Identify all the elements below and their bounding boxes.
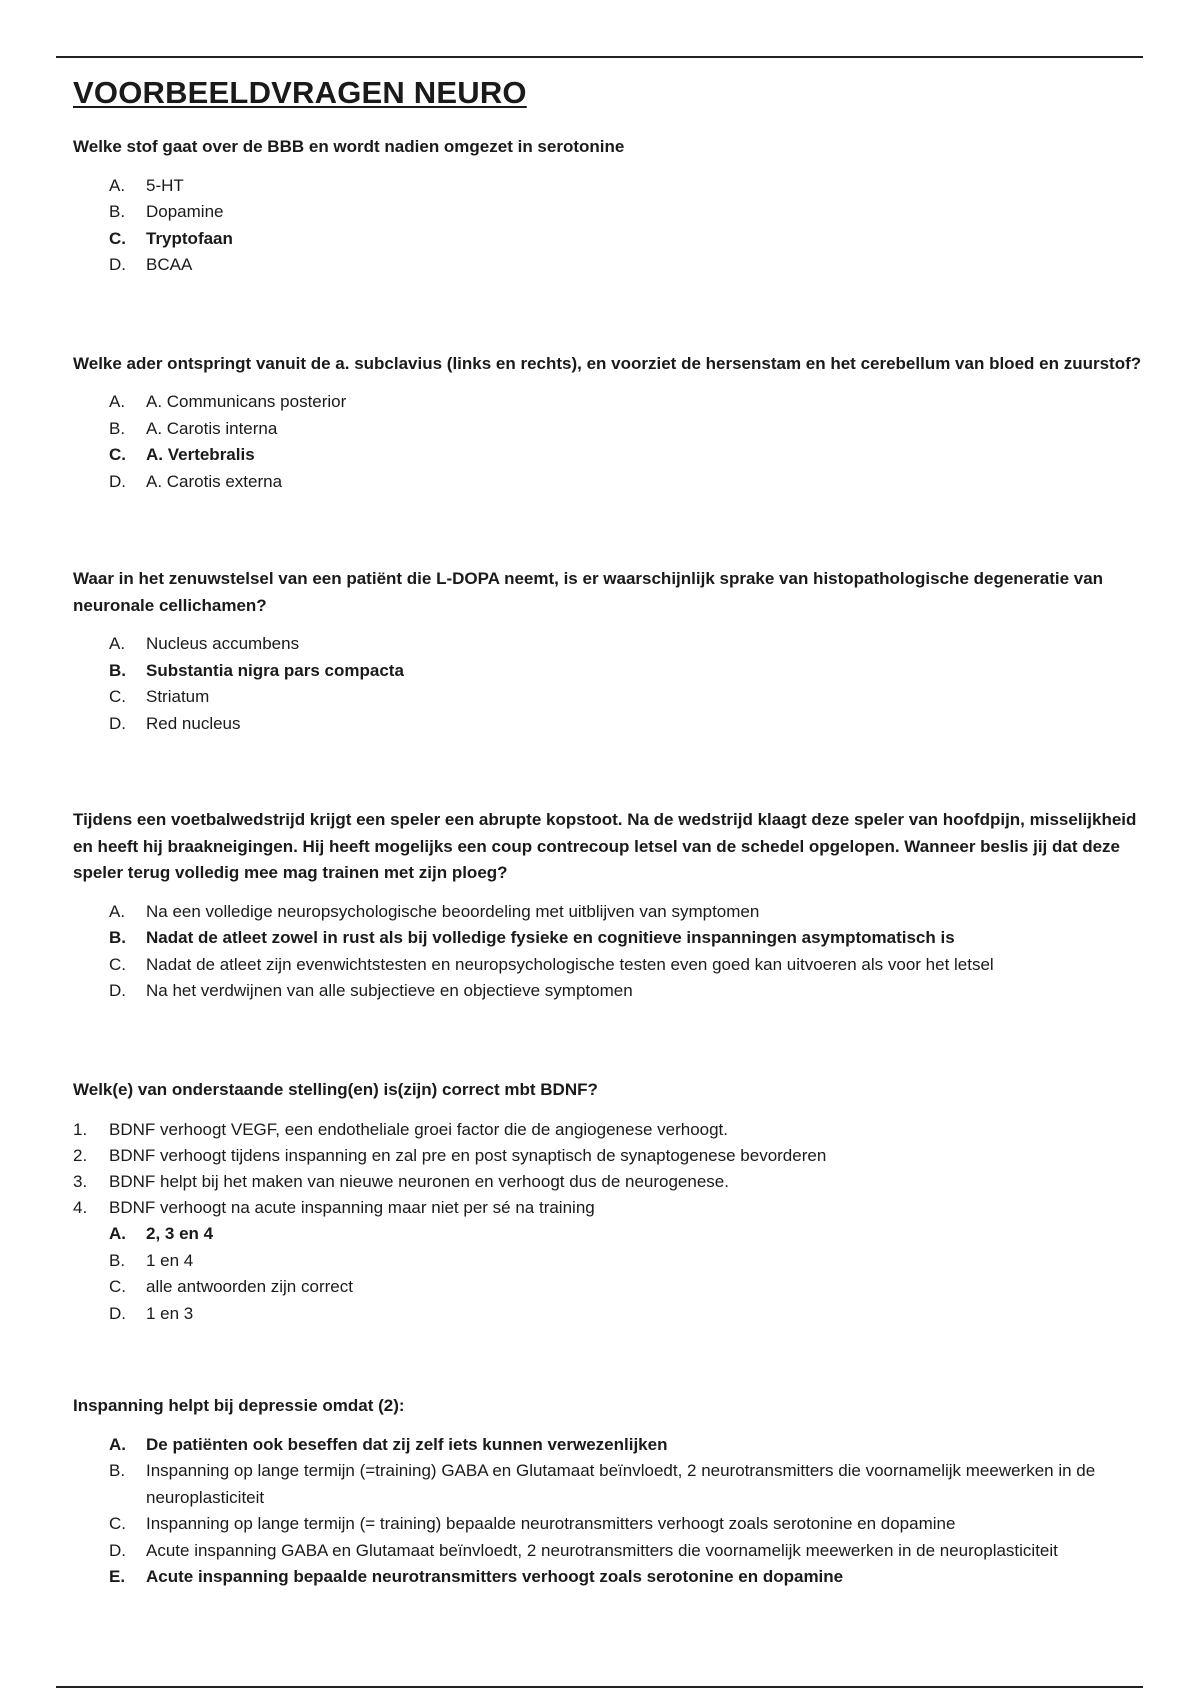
answer-list	[73, 389, 1143, 495]
answer-option	[73, 389, 1143, 416]
answer-option	[73, 416, 1143, 443]
answer-letter: D.	[109, 255, 126, 274]
answer-letter: B.	[109, 418, 126, 438]
question-3	[73, 566, 1143, 737]
answer-letter: D.	[109, 1540, 126, 1560]
answer-list	[73, 899, 1143, 1005]
answer-letter: D.	[109, 713, 126, 733]
answer-text: Dopamine	[146, 202, 224, 221]
question-text: Waar in het zenuwstelsel van een patiënt die L-DOPA neemt, is er waarschijnlijk sprake van histopathologische degeneratie van neuronale cellichamen?	[73, 569, 1104, 615]
answer-text: Tryptofaan	[146, 228, 233, 248]
answer-letter: B.	[109, 1461, 126, 1480]
answer-option	[73, 899, 1143, 926]
answer-letter: E.	[109, 1567, 126, 1586]
statement-text: BDNF helpt bij het maken van nieuwe neuronen en verhoogt dus de neurogenese.	[109, 1172, 729, 1191]
spacer	[73, 737, 1143, 807]
question-5	[73, 1077, 1143, 1328]
statement-text: BDNF verhoogt tijdens inspanning en zal pre en post synaptisch de synaptogenese bevorderen	[109, 1146, 827, 1165]
answer-text: Striatum	[146, 687, 210, 706]
statement-item	[73, 1117, 1143, 1143]
answer-text: A. Communicans posterior	[146, 392, 347, 411]
answer-text: 1 en 3	[146, 1303, 194, 1323]
answer-letter: A.	[109, 175, 126, 195]
answer-option	[73, 631, 1143, 658]
answer-text: A. Carotis externa	[146, 471, 283, 491]
answer-option	[73, 199, 1143, 226]
question-2	[73, 351, 1143, 496]
statement-item	[73, 1195, 1143, 1221]
question-1	[73, 134, 1143, 279]
top-rule	[56, 56, 1143, 58]
answer-option	[73, 952, 1143, 979]
statement-number: 1.	[73, 1120, 88, 1139]
answer-list	[73, 1221, 1143, 1327]
answer-text: Inspanning op lange termijn (= training) bepaalde neurotransmitters verhoogt zoals serotonine en dopamine	[146, 1514, 956, 1533]
answer-letter: A.	[109, 901, 126, 921]
answer-text: A. Vertebralis	[146, 445, 255, 464]
answer-option	[73, 469, 1143, 496]
answer-text: Nadat de atleet zowel in rust als bij volledige fysieke en cognitieve inspanningen asymptomatisch is	[146, 928, 955, 947]
answer-letter: A.	[109, 1434, 126, 1454]
answer-letter: B.	[109, 202, 126, 221]
answer-option-correct	[73, 1564, 1143, 1591]
answer-option	[73, 1248, 1143, 1275]
answer-option	[73, 1274, 1143, 1301]
answer-text: Inspanning op lange termijn (=training) GABA en Glutamaat beïnvloedt, 2 neurotransmitters die voornamelijk meewerken in de neuroplasticiteit	[146, 1461, 1096, 1507]
question-6	[73, 1393, 1143, 1591]
spacer	[73, 495, 1143, 566]
spacer	[73, 279, 1143, 351]
question-text: Welke ader ontspringt vanuit de a. subclavius (links en rechts), en voorziet de hersenstam en het cerebellum van bloed en zuurstof?	[73, 353, 1142, 373]
answer-letter: C.	[109, 1277, 126, 1296]
answer-letter: C.	[109, 954, 126, 974]
answer-letter: D.	[109, 1303, 126, 1323]
answer-option	[73, 978, 1143, 1005]
answer-option	[73, 173, 1143, 200]
answer-option-correct	[73, 1432, 1143, 1459]
answer-letter: B.	[109, 928, 126, 947]
answer-letter: D.	[109, 471, 126, 491]
question-4	[73, 807, 1143, 1005]
answer-list	[73, 173, 1143, 279]
statement-item	[73, 1169, 1143, 1195]
answer-option	[73, 252, 1143, 279]
answer-letter: C.	[109, 445, 126, 464]
statement-text: BDNF verhoogt VEGF, een endotheliale groei factor die de angiogenese verhoogt.	[109, 1120, 729, 1139]
question-text: Welk(e) van onderstaande stelling(en) is(zijn) correct mbt BDNF?	[73, 1079, 598, 1099]
answer-option	[73, 1511, 1143, 1538]
answer-option-correct	[73, 226, 1143, 253]
spacer	[73, 1005, 1143, 1077]
answer-text: Na het verdwijnen van alle subjectieve en objectieve symptomen	[146, 981, 633, 1000]
statement-number: 3.	[73, 1172, 88, 1191]
answer-option	[73, 711, 1143, 738]
answer-letter: C.	[109, 1514, 126, 1533]
answer-option-correct	[73, 658, 1143, 685]
answer-text: Red nucleus	[146, 713, 241, 733]
statement-number: 2.	[73, 1146, 88, 1165]
answer-text: Na een volledige neuropsychologische beoordeling met uitblijven van symptomen	[146, 901, 760, 921]
answer-text: De patiënten ook beseffen dat zij zelf iets kunnen verwezenlijken	[146, 1434, 668, 1454]
answer-text: 1 en 4	[146, 1250, 194, 1270]
answer-text: Nucleus accumbens	[146, 634, 300, 653]
statement-list	[73, 1117, 1143, 1221]
answer-text: Nadat de atleet zijn evenwichtstesten en neuropsychologische testen even goed kan uitvoeren als voor het letsel	[146, 954, 994, 974]
answer-option-correct	[73, 1221, 1143, 1248]
answer-text: Substantia nigra pars compacta	[146, 660, 404, 680]
answer-option	[73, 1301, 1143, 1328]
answer-text: A. Carotis interna	[146, 418, 278, 438]
answer-text: 5-HT	[146, 175, 184, 195]
statement-item	[73, 1143, 1143, 1169]
answer-list	[73, 1432, 1143, 1591]
answer-option-correct	[73, 442, 1143, 469]
document-page	[73, 74, 1143, 1591]
answer-letter: A.	[109, 634, 126, 653]
answer-letter: C.	[109, 228, 126, 248]
answer-letter: C.	[109, 687, 126, 706]
answer-text: Acute inspanning GABA en Glutamaat beïnvloedt, 2 neurotransmitters die voornamelijk meewerken in de neuroplasticiteit	[146, 1540, 1058, 1560]
answer-text: BCAA	[146, 255, 193, 274]
spacer	[73, 1327, 1143, 1393]
answer-letter: B.	[109, 660, 126, 680]
answer-option-correct	[73, 925, 1143, 952]
answer-option	[73, 1538, 1143, 1565]
answer-text: Acute inspanning bepaalde neurotransmitters verhoogt zoals serotonine en dopamine	[146, 1567, 844, 1586]
page-title: VOORBEELDVRAGEN NEURO	[73, 75, 527, 110]
answer-letter: D.	[109, 981, 126, 1000]
answer-letter: A.	[109, 1224, 126, 1243]
answer-letter: A.	[109, 392, 126, 411]
answer-list	[73, 631, 1143, 737]
question-text: Tijdens een voetbalwedstrijd krijgt een speler een abrupte kopstoot. Na de wedstrijd klaagt deze speler van hoofdpijn, misselijkheid en heeft hij braakneigingen. Hij heeft mogelijks een coup contrecoup letsel van de schedel opgelopen. Wanneer beslis jij dat deze speler terug volledig mee mag trainen met zijn ploeg?	[73, 810, 1137, 882]
answer-option	[73, 684, 1143, 711]
bottom-rule	[56, 1686, 1143, 1688]
answer-text: 2, 3 en 4	[146, 1224, 214, 1243]
answer-option	[73, 1458, 1143, 1511]
question-text: Welke stof gaat over de BBB en wordt nadien omgezet in serotonine	[73, 137, 625, 156]
answer-letter: B.	[109, 1250, 126, 1270]
statement-text: BDNF verhoogt na acute inspanning maar niet per sé na training	[109, 1198, 595, 1217]
question-text: Inspanning helpt bij depressie omdat (2):	[73, 1396, 405, 1415]
statement-number: 4.	[73, 1198, 88, 1217]
answer-text: alle antwoorden zijn correct	[146, 1277, 353, 1296]
